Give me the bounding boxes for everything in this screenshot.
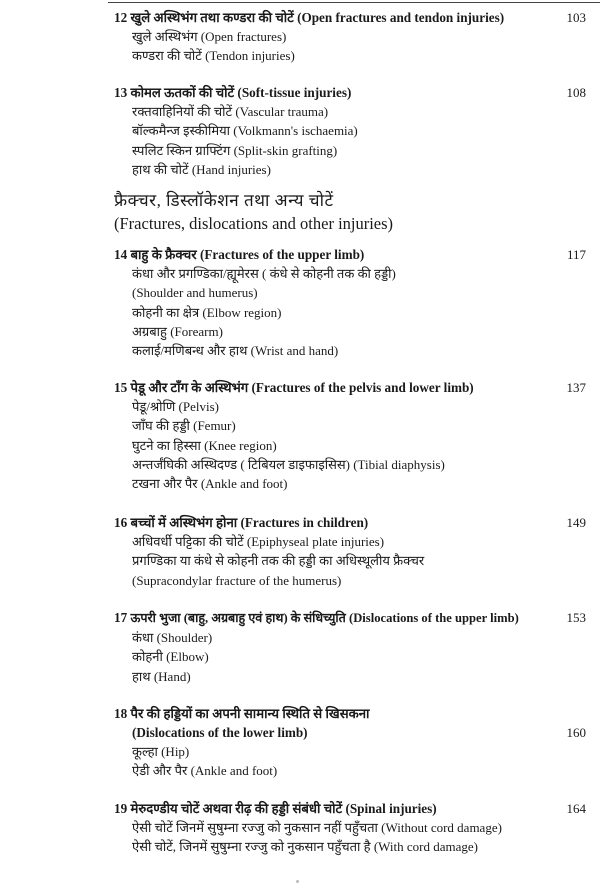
- subtopic: ऐसी चोटें, जिनमें सुषुम्ना रज्जु को नुकसान पहुँचता है (With cord damage): [132, 839, 478, 855]
- subtopic: (Supracondylar fracture of the humerus): [132, 572, 342, 588]
- chapter-number: 14: [114, 247, 128, 262]
- chapter-18: [114, 704, 586, 781]
- subtopic: प्रगण्डिका या कंधे से कोहनी तक की हड्डी का अधिस्थूलीय फ्रैक्चर: [132, 553, 425, 569]
- top-rule: [108, 2, 600, 3]
- chapter-page-number: 149: [566, 515, 586, 530]
- subtopic: पेडू/श्रोणि (Pelvis): [132, 399, 219, 414]
- chapter-page-number: 137: [566, 380, 586, 395]
- chapter-page-number: 164: [566, 801, 586, 816]
- subtopic: ऐसी चोटें जिनमें सुषुम्ना रज्जु को नुकसान नहीं पहुँचता (Without cord damage): [132, 820, 502, 835]
- subtopic: (Shoulder and humerus): [132, 285, 258, 301]
- chapter-number: 17: [114, 610, 128, 625]
- subtopic: कोहनी का क्षेत्र (Elbow region): [132, 304, 282, 320]
- chapter-12: [114, 8, 586, 66]
- chapter-number: 12: [114, 10, 128, 25]
- section-title-hindi: फ्रैक्चर, डिस्लॉकेशन तथा अन्य चोटें: [114, 191, 334, 210]
- subtopic: टखना और पैर (Ankle and foot): [132, 476, 288, 492]
- chapter-title: कोमल ऊतकों की चोटें (Soft-tissue injuries): [130, 85, 352, 100]
- chapter-heading: [114, 245, 586, 264]
- chapter-heading: [114, 704, 586, 723]
- subtopic: कूल्हा (Hip): [132, 744, 190, 759]
- chapter-13: [114, 83, 586, 179]
- chapter-heading: [114, 378, 586, 397]
- subtopic: रक्तवाहिनियों की चोटें (Vascular trauma): [132, 104, 329, 119]
- subtopic: कोहनी (Elbow): [132, 649, 209, 665]
- subtopic: घुटने का हिस्सा (Knee region): [132, 437, 277, 453]
- chapter-title: बच्चों में अस्थिभंग होना (Fractures in children): [130, 515, 369, 530]
- chapter-16: [114, 513, 586, 590]
- chapter-title: पेडू और टाँग के अस्थिभंग (Fractures of the pelvis and lower limb): [130, 380, 474, 395]
- subtopic: हाथ की चोटें (Hand injuries): [132, 161, 271, 177]
- subtopic: कलाई/मणिबन्ध और हाथ (Wrist and hand): [132, 343, 339, 359]
- chapter-title: पैर की हड्डियों का अपनी सामान्य स्थिति से खिसकना: [130, 706, 370, 721]
- chapter-title: मेरुदण्डीय चोटें अथवा रीढ़ की हड्डी संबंधी चोटें (Spinal injuries): [130, 801, 437, 816]
- chapter-17: [114, 608, 586, 686]
- chapter-page-number: 103: [566, 10, 586, 25]
- chapter-page-number: 117: [566, 247, 586, 262]
- subtopic: कण्डरा की चोटें (Tendon injuries): [132, 48, 295, 64]
- chapter-heading: [114, 83, 586, 102]
- chapter-page-number: 160: [566, 725, 586, 740]
- subtopic: ऐडी और पैर (Ankle and foot): [132, 763, 278, 779]
- subtopic: अधिवर्धी पट्टिका की चोटें (Epiphyseal plate injuries): [132, 534, 385, 549]
- chapter-title-english-text: (Dislocations of the lower limb): [132, 725, 308, 740]
- chapter-title: ऊपरी भुजा (बाहु, अग्रबाहु एवं हाथ) के संधिच्युति (Dislocations of the upper limb): [130, 611, 519, 625]
- chapter-number: 16: [114, 515, 128, 530]
- chapter-heading: [114, 608, 586, 628]
- section-title-english: (Fractures, dislocations and other injuries): [114, 214, 394, 233]
- chapter-title: खुले अस्थिभंग तथा कण्डरा की चोटें (Open fractures and tendon injuries): [130, 10, 505, 25]
- chapter-19: [114, 799, 586, 857]
- subtopic: अग्रबाहु (Forearm): [132, 323, 223, 339]
- subtopic: स्पलिट स्किन ग्राफ्टिंग (Split-skin grafting): [132, 142, 338, 158]
- chapter-number: 19: [114, 801, 128, 816]
- chapter-page-number: 153: [566, 610, 586, 625]
- subtopic: हाथ (Hand): [132, 668, 191, 684]
- chapter-number: 18: [114, 706, 128, 721]
- chapter-14: [114, 245, 586, 360]
- chapter-number: 13: [114, 85, 128, 100]
- chapter-title-english: [114, 723, 586, 742]
- chapter-heading: [114, 799, 586, 818]
- chapter-heading: [114, 8, 586, 27]
- subtopic: कंधा और प्रगण्डिका/ह्यूमेरस ( कंधे से कोहनी तक की हड्डी): [132, 266, 396, 281]
- subtopic: खुले अस्थिभंग (Open fractures): [132, 29, 287, 44]
- chapter-heading: [114, 513, 586, 532]
- scan-speck: [296, 880, 299, 883]
- chapter-number: 15: [114, 380, 128, 395]
- subtopic: कंधा (Shoulder): [132, 630, 213, 645]
- section-heading: [114, 189, 584, 235]
- chapter-15: [114, 378, 586, 493]
- subtopic: अन्तर्जंघिकी अस्थिदण्ड ( टिबियल डाइफाइसिस) (Tibial diaphysis): [132, 456, 445, 472]
- chapter-title: बाहु के फ्रैक्चर (Fractures of the upper limb): [130, 247, 365, 262]
- chapter-page-number: 108: [566, 85, 586, 100]
- subtopic: जाँघ की हड्डी (Femur): [132, 418, 236, 434]
- subtopic: बॉल्कमैन्ज इस्कीमिया (Volkmann's ischaemia): [132, 123, 358, 139]
